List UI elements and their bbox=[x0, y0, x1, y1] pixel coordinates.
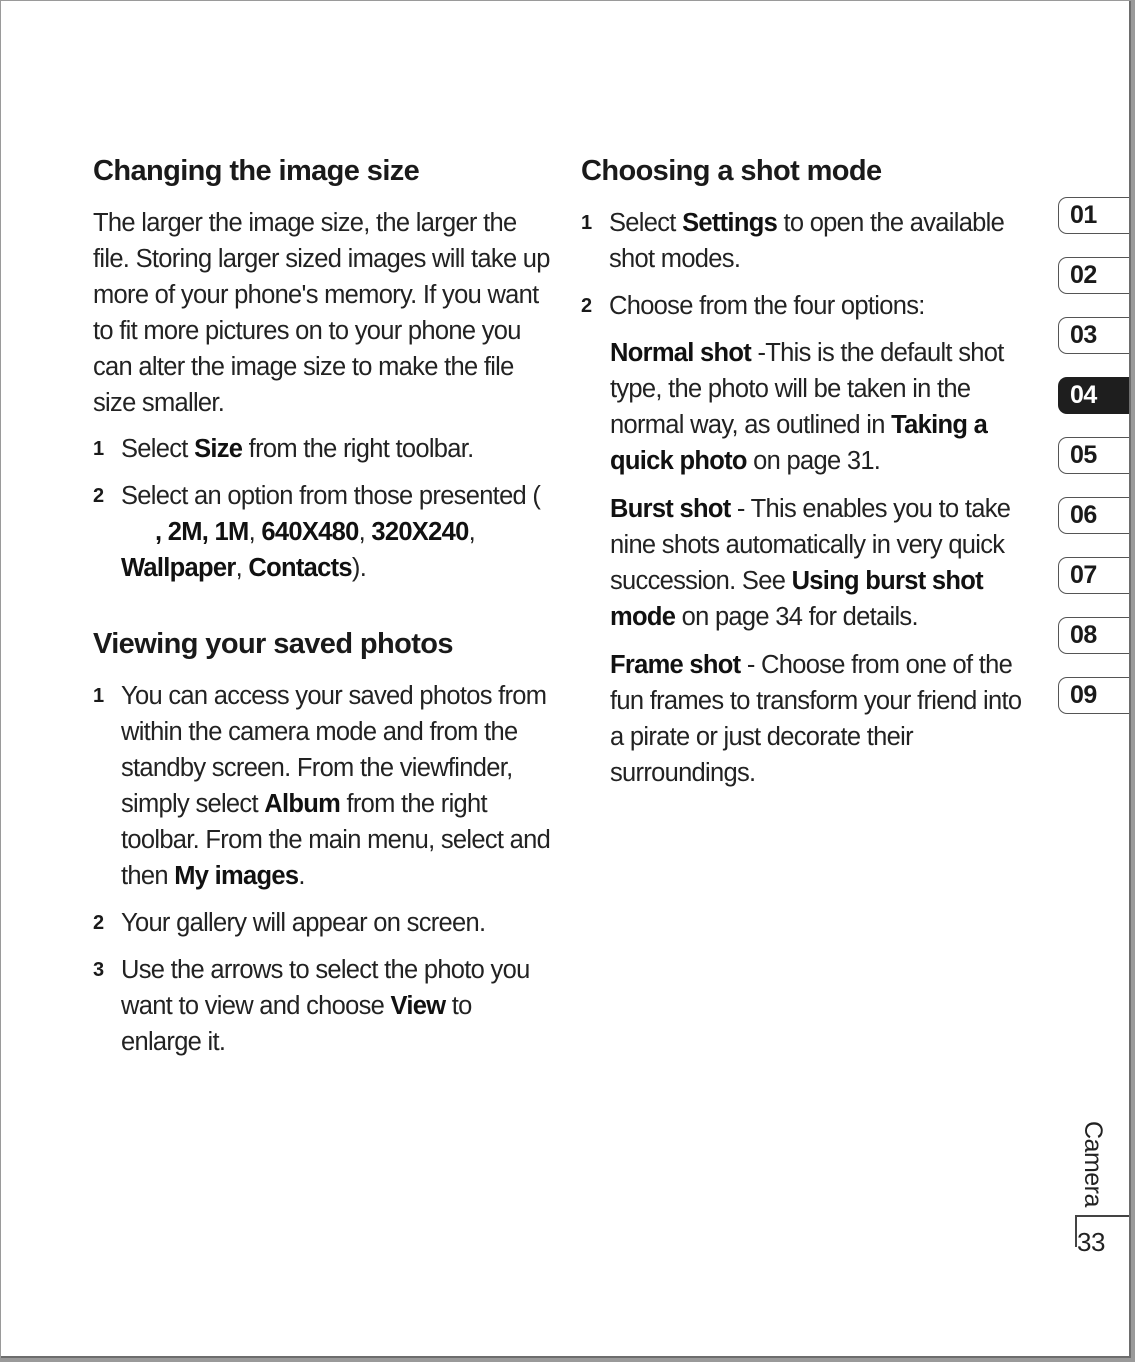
text-run: . bbox=[298, 862, 305, 890]
step-number: 2 bbox=[581, 295, 593, 317]
shot-step-2 bbox=[581, 288, 1039, 324]
view-step-2 bbox=[93, 905, 555, 941]
option-frame-shot bbox=[610, 647, 1039, 791]
text-run: , bbox=[468, 518, 475, 546]
step-number: 1 bbox=[93, 438, 105, 460]
cross-reference: Using burst shot mode bbox=[610, 567, 983, 631]
intro-paragraph: The larger the image size, the larger the file. Storing larger sized images will take up more of your phone's memory. If you want to fit more pictures on to your phone you can alter the image size to make the file size smaller. bbox=[93, 209, 550, 417]
bold-term: Size bbox=[194, 435, 243, 463]
shot-step-1 bbox=[581, 205, 1039, 277]
step-text: Your gallery will appear on screen. bbox=[121, 909, 486, 937]
step-number: 1 bbox=[581, 212, 593, 234]
chapter-tab-09[interactable]: 09 bbox=[1058, 677, 1131, 714]
footer-rule-horizontal bbox=[1075, 1215, 1131, 1217]
step-text bbox=[121, 952, 555, 1060]
shot-options bbox=[610, 335, 1039, 791]
section-label: Camera bbox=[1079, 1121, 1107, 1207]
step-number: 2 bbox=[93, 912, 105, 934]
heading-choosing-shot-mode: Choosing a shot mode bbox=[581, 155, 882, 187]
chapter-tab-08[interactable]: 08 bbox=[1058, 617, 1131, 654]
option-normal-shot bbox=[610, 335, 1039, 479]
size-step-2 bbox=[93, 478, 555, 586]
step-number: 2 bbox=[93, 485, 105, 507]
text-run: Select bbox=[609, 209, 683, 237]
step-text bbox=[609, 205, 1039, 277]
text-run: to enlarge it. bbox=[121, 992, 472, 1056]
manual-page bbox=[1, 1, 1131, 1358]
bold-term: View bbox=[390, 992, 446, 1020]
bold-term: My images bbox=[174, 862, 299, 890]
option-name: Frame shot bbox=[610, 651, 741, 679]
text-run: Select bbox=[121, 435, 195, 463]
text-run: Select an option from those presented ( bbox=[121, 482, 541, 510]
right-column bbox=[581, 151, 1039, 803]
text-run: , bbox=[248, 518, 262, 546]
text-run: You can access your saved photos from within the camera mode and from the standby screen. From the viewfinder, simply select bbox=[121, 682, 547, 818]
view-step-1 bbox=[93, 678, 555, 894]
chapter-tab-03[interactable]: 03 bbox=[1058, 317, 1131, 354]
chapter-tab-07[interactable]: 07 bbox=[1058, 557, 1131, 594]
step-text: Choose from the four options: bbox=[609, 292, 925, 320]
view-step-3 bbox=[93, 952, 555, 1060]
text-run: - Choose from one of the fun frames to transform your friend into a pirate or just decorate their surroundings. bbox=[610, 651, 1022, 787]
step-text bbox=[121, 678, 555, 894]
step-text bbox=[121, 431, 555, 467]
page-number: 33 bbox=[1077, 1227, 1105, 1257]
chapter-tab-04-active[interactable]: 04 bbox=[1058, 377, 1131, 414]
bold-term: Album bbox=[264, 790, 341, 818]
text-run: , bbox=[235, 554, 249, 582]
text-run: -This is the default shot type, the photo will be taken in the normal way, as outlined in bbox=[610, 339, 1004, 439]
option-burst-shot bbox=[610, 491, 1039, 635]
option-name: Burst shot bbox=[610, 495, 731, 523]
option-name: Normal shot bbox=[610, 339, 752, 367]
step-number: 3 bbox=[93, 959, 105, 981]
step-text bbox=[121, 478, 555, 586]
left-column bbox=[93, 151, 555, 1071]
text-run: Use the arrows to select the photo you want to view and choose bbox=[121, 956, 530, 1020]
bold-term: , 2M, 1M bbox=[155, 518, 249, 546]
text-run: , bbox=[358, 518, 372, 546]
bold-term: Wallpaper bbox=[121, 554, 236, 582]
text-run: to open the available shot modes. bbox=[609, 209, 1005, 273]
chapter-tab-06[interactable]: 06 bbox=[1058, 497, 1131, 534]
chapter-tab-01[interactable]: 01 bbox=[1058, 197, 1131, 234]
text-run: - This enables you to take nine shots automatically in very quick succession. See bbox=[610, 495, 1011, 595]
chapter-tab-02[interactable]: 02 bbox=[1058, 257, 1131, 294]
chapter-tab-05[interactable]: 05 bbox=[1058, 437, 1131, 474]
heading-viewing-saved-photos: Viewing your saved photos bbox=[93, 628, 453, 660]
cross-reference: Taking a quick photo bbox=[610, 411, 988, 475]
text-run: on page 34 for details. bbox=[675, 603, 918, 631]
bold-term: 640X480 bbox=[261, 518, 359, 546]
size-step-1 bbox=[93, 431, 555, 467]
text-run: from the right toolbar. From the main menu, select and then bbox=[121, 790, 551, 890]
bold-term: 320X240 bbox=[371, 518, 469, 546]
heading-changing-image-size: Changing the image size bbox=[93, 155, 420, 187]
bold-term: Settings bbox=[682, 209, 778, 237]
text-run: ). bbox=[351, 554, 367, 582]
text-run: from the right toolbar. bbox=[242, 435, 474, 463]
text-run: on page 31. bbox=[746, 447, 881, 475]
step-number: 1 bbox=[93, 685, 105, 707]
bold-term: Contacts bbox=[248, 554, 352, 582]
